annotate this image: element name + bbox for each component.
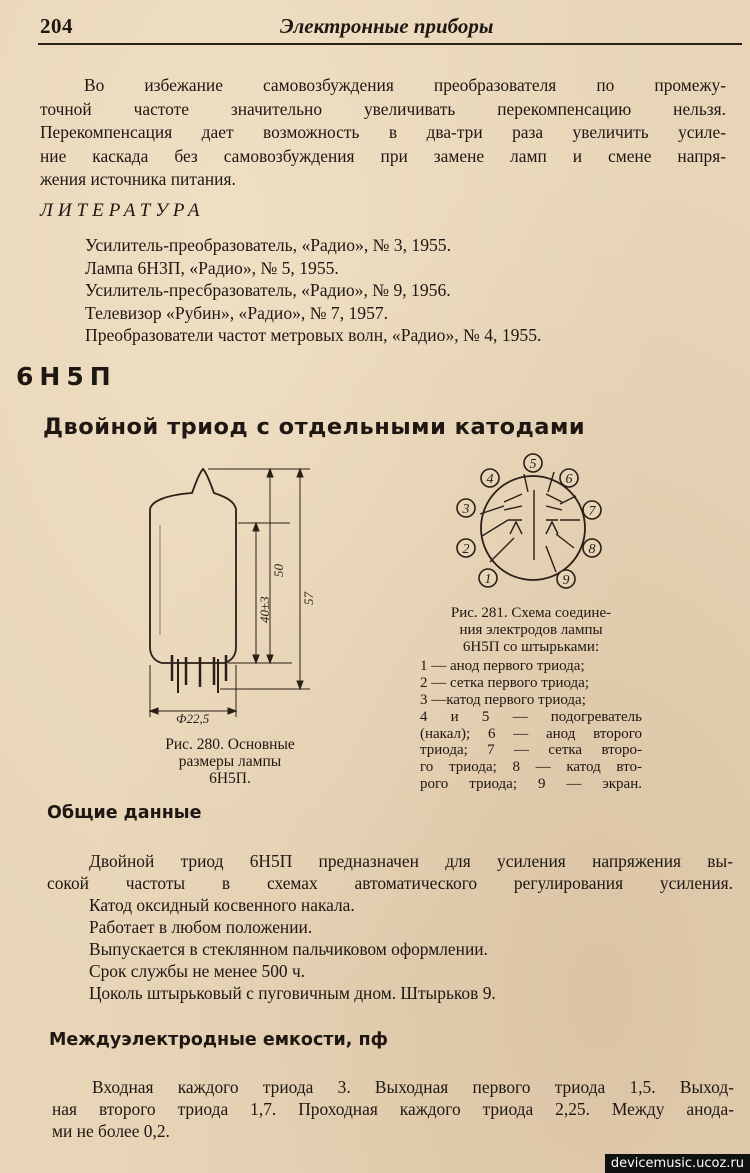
literature-list: [85, 234, 541, 347]
capacitances-paragraph: [52, 1076, 734, 1142]
intro-paragraph: [40, 74, 726, 192]
tube-code: 6Н5П: [16, 362, 117, 391]
pin-2: [457, 539, 475, 557]
caption-line: Рис. 281. Схема соедине-: [450, 605, 612, 621]
general-data-line: Срок службы не менее 500 ч.: [89, 961, 306, 981]
pin-label: 8: [588, 542, 596, 557]
pin-7: [583, 501, 601, 519]
pin-label: 7: [588, 504, 596, 519]
capacitances-heading: Междуэлектродные емкости, пф: [49, 1030, 388, 1050]
pin-8: [583, 539, 601, 557]
general-data-line: Выпускается в стеклянном пальчиковом оформлении.: [89, 939, 488, 959]
caption-line: го триода; 8 — катод вто-: [420, 759, 642, 776]
literature-heading: ЛИТЕРАТУРА: [40, 200, 205, 221]
caption-line: Рис. 280. Основные: [165, 736, 295, 753]
caption-line: 2 — сетка первого триода;: [420, 675, 590, 692]
intro-line: Во избежание самовозбуждения преобразователя по промежу-: [84, 75, 726, 95]
literature-item: Лампа 6Н3П, «Радио», № 5, 1955.: [85, 257, 339, 278]
caption-line: 6Н5П со штырьками:: [462, 638, 600, 655]
pin-markers: [457, 454, 601, 588]
tube-title: Двойной триод с отдельными катодами: [43, 414, 586, 440]
general-data-line: Катод оксидный косвенного накала.: [89, 895, 355, 915]
header-rule: [38, 43, 742, 45]
literature-item: Телевизор «Рубин», «Радио», № 7, 1957.: [85, 302, 389, 323]
pin-1: [479, 569, 497, 587]
general-data-line: Двойной триод 6Н5П предназначен для усиления напряжения вы-: [89, 851, 733, 871]
literature-item: Преобразователи частот метровых волн, «Радио», № 4, 1955.: [85, 325, 542, 345]
literature-item: Усилитель-пресбразователь, «Радио», № 9, 1956.: [85, 280, 451, 300]
dimension-label-diameter: Ф22,5: [176, 711, 210, 726]
dimension-label-inner: 40±3: [257, 596, 272, 623]
pin-label: 3: [462, 502, 470, 517]
general-data-line: Работает в любом положении.: [89, 917, 313, 937]
caption-line: ния электродов лампы: [459, 621, 603, 638]
running-header: Электронные приборы: [280, 14, 494, 38]
capacitances-line: ная второго триода 1,7. Проходная каждого триода 2,25. Между анода-: [52, 1099, 734, 1119]
figure-281-caption: [420, 605, 642, 793]
general-data-paragraph: [47, 850, 733, 1004]
capacitances-line: ми не более 0,2.: [52, 1121, 170, 1141]
intro-line: жения источника питания.: [40, 169, 236, 189]
pin-label: 5: [529, 457, 537, 472]
pin-connection-diagram: [448, 450, 618, 596]
general-data-line: сокой частоты в схемах автоматического регулирования усиления.: [47, 873, 733, 893]
caption-line: 4 и 5 — подогреватель: [420, 708, 642, 725]
literature-item: Усилитель-преобразователь, «Радио», № 3, 1955.: [85, 235, 451, 255]
pin-label: 2: [462, 542, 470, 557]
caption-line: 3 —катод первого триода;: [420, 691, 586, 708]
pin-6: [560, 469, 578, 487]
pin-label: 4: [486, 472, 494, 487]
pin-label: 9: [562, 573, 570, 588]
caption-line: триода; 7 — сетка второ-: [420, 742, 642, 759]
intro-line: ние каскада без самовозбуждения при замене ламп и смене напря-: [40, 145, 726, 166]
general-data-heading: Общие данные: [47, 803, 202, 823]
pin-label: 1: [484, 572, 492, 587]
figure-280-caption: [115, 736, 345, 787]
intro-line: точной частоте значительно увеличивать перекомпенсацию нельзя.: [40, 98, 726, 119]
tube-dimensions-drawing: [120, 465, 330, 727]
capacitances-line: Входная каждого триода 3. Выходная первого триода 1,5. Выход-: [92, 1077, 734, 1097]
pin-5: [524, 454, 542, 472]
caption-line: рого триода; 9 — экран.: [420, 775, 642, 792]
pin-4: [481, 469, 499, 487]
caption-line: (накал); 6 — анод второго: [420, 725, 642, 742]
intro-line: Перекомпенсация дает возможность в два-три раза увеличить усиле-: [40, 122, 726, 142]
pin-3: [457, 499, 475, 517]
caption-line: 6Н5П.: [209, 770, 251, 787]
caption-line: 1 — анод первого триода;: [420, 658, 585, 675]
pin-label: 6: [565, 472, 573, 487]
caption-line: размеры лампы: [178, 753, 282, 770]
page-number: 204: [40, 14, 73, 38]
pin-9: [557, 570, 575, 588]
general-data-line: Цоколь штырьковый с пуговичным дном. Штырьков 9.: [89, 983, 496, 1003]
dimension-label-total-height: 57: [301, 592, 316, 605]
dimension-label-height: 50: [271, 564, 286, 577]
watermark: devicemusic.ucoz.ru: [605, 1154, 750, 1173]
